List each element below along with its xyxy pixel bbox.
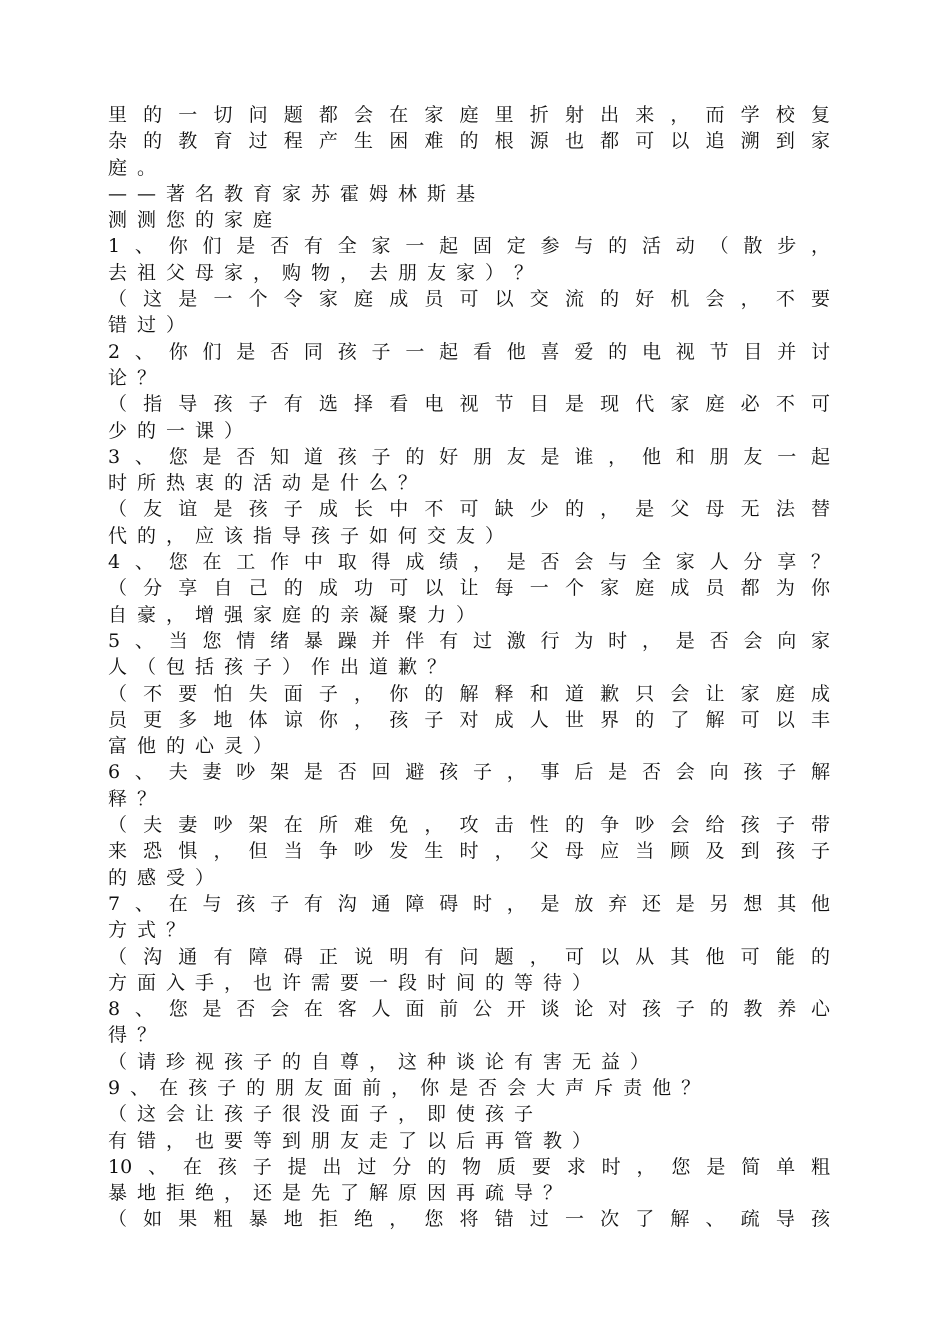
text-line: 1、你们是否有全家一起固定参与的活动（散步， [108, 235, 830, 258]
text-line: （友谊是孩子成长中不可缺少的，是父母无法替 [108, 498, 830, 521]
text-line: 释？ [108, 787, 167, 810]
text-line: ——著名教育家苏霍姆林斯基 [108, 182, 486, 205]
text-line: （这会让孩子很没面子，即使孩子 [108, 1103, 544, 1126]
text-line: （指导孩子有选择看电视节目是现代家庭必不可 [108, 393, 830, 416]
text-line: 员更多地体谅你，孩子对成人世界的了解可以丰 [108, 708, 830, 731]
text-line: 少的一课） [108, 419, 254, 442]
text-line: （夫妻吵架在所难免，攻击性的争吵会给孩子带 [108, 814, 830, 837]
text-line: （分享自己的成功可以让每一个家庭成员都为你 [108, 577, 830, 600]
text-line: 方面入手，也许需要一段时间的等待） [108, 971, 602, 994]
text-line: 6、夫妻吵架是否回避孩子，事后是否会向孩子解 [108, 761, 830, 784]
text-line: （不要怕失面子，你的解释和道歉只会让家庭成 [108, 682, 830, 705]
text-line: 测测您的家庭 [108, 209, 283, 232]
text-line: 富他的心灵） [108, 735, 283, 758]
text-line: 自豪，增强家庭的亲凝聚力） [108, 603, 486, 626]
text-line: 人（包括孩子）作出道歉？ [108, 656, 457, 679]
text-line: 3、您是否知道孩子的好朋友是谁，他和朋友一起 [108, 445, 830, 468]
text-line: 去祖父母家，购物，去朋友家）？ [108, 261, 544, 284]
text-line: 4、您在工作中取得成绩，是否会与全家人分享？ [108, 551, 830, 574]
text-line: （如果粗暴地拒绝，您将错过一次了解、疏导孩 [108, 1208, 830, 1231]
text-line: 的感受） [108, 866, 225, 889]
text-line: 时所热衷的活动是什么？ [108, 472, 428, 495]
text-line: （请珍视孩子的自尊，这种谈论有害无益） [108, 1050, 660, 1073]
text-line: （这是一个令家庭成员可以交流的好机会，不要 [108, 288, 830, 311]
text-line: 2、你们是否同孩子一起看他喜爱的电视节目并讨 [108, 340, 830, 363]
text-line: 5、当您情绪暴躁并伴有过激行为时，是否会向家 [108, 629, 830, 652]
text-line: 8、您是否会在客人面前公开谈论对孩子的教养心 [108, 998, 830, 1021]
text-line: 来恐惧，但当争吵发生时，父母应当顾及到孩子 [108, 840, 830, 863]
text-line: 暴地拒绝，还是先了解原因再疏导？ [108, 1182, 573, 1205]
text-line: 有错，也要等到朋友走了以后再管教） [108, 1129, 602, 1152]
text-line: 里的一切问题都会在家庭里折射出来，而学校复 [108, 104, 830, 126]
text-line: 9、在孩子的朋友面前，你是否会大声斥责他？ [108, 1076, 711, 1099]
text-line: （沟通有障碍正说明有问题，可以从其他可能的 [108, 945, 830, 968]
document-body [108, 102, 830, 1233]
text-line: 论？ [108, 366, 167, 389]
text-line: 代的，应该指导孩子如何交友） [108, 524, 515, 547]
text-line: 10、在孩子提出过分的物质要求时，您是简单粗 [108, 1155, 830, 1178]
text-line: 方式？ [108, 919, 196, 942]
text-line: 杂的教育过程产生困难的根源也都可以追溯到家 [108, 130, 830, 153]
text-line: 庭。 [108, 156, 167, 179]
text-line: 7、在与孩子有沟通障碍时，是放弃还是另想其他 [108, 892, 830, 915]
text-line: 得？ [108, 1024, 167, 1047]
text-line: 错过） [108, 314, 196, 337]
